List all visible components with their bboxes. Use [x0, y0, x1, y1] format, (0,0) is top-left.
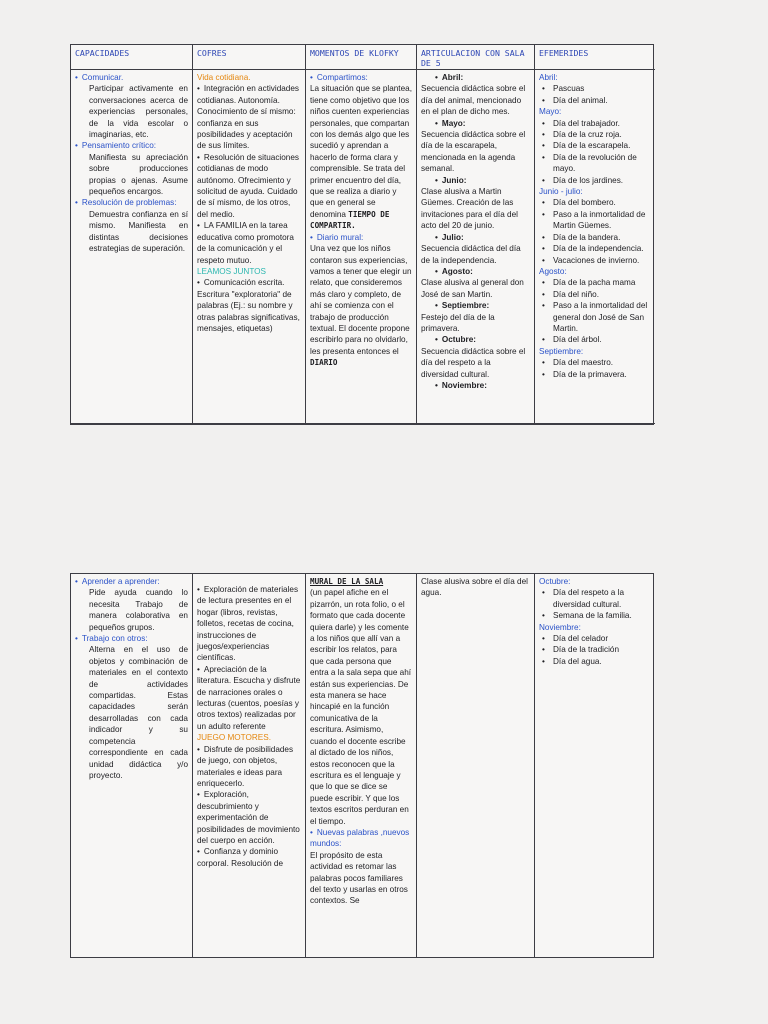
capacidad-item	[75, 576, 188, 633]
articulacion-month: • Junio:	[421, 175, 530, 186]
planning-table-top	[70, 44, 654, 425]
efemeride-item: • Día del maestro.	[539, 357, 651, 368]
efemeride-item: • Día de la cruz roja.	[539, 129, 651, 140]
momentos-heading: • Compartimos:	[310, 72, 412, 83]
efemeride-item: • Día del bombero.	[539, 197, 651, 208]
efemeride-item: • Día de los jardines.	[539, 175, 651, 186]
efemerides-cell	[535, 574, 655, 957]
articulacion-month: • Julio:	[421, 232, 530, 243]
cofres-item: • Disfrute de posibilidades de juego, con objetos, materiales e ideas para enriquecerlo.	[197, 744, 301, 790]
efemerides-month: Abril:	[539, 73, 558, 82]
spacer	[197, 576, 301, 584]
cofres-item: • Exploración de materiales de lectura presentes en el hogar (libros, revistas, folletos, recetas de cocina, instrucciones de juegos/experiencias científicas.	[197, 584, 301, 664]
efemeride-item: • Vacaciones de invierno.	[539, 255, 651, 266]
capacidad-title: • Aprender a aprender:	[75, 576, 188, 587]
efemeride-item: • Paso a la inmortalidad de Martin Güemes.	[539, 209, 651, 232]
capacidad-title: • Trabajo con otros:	[75, 633, 188, 644]
efemeride-item: • Paso a la inmortalidad del general don José de San Martin.	[539, 300, 651, 334]
momentos-cell	[306, 574, 417, 957]
momentos-text: (un papel afiche en el pizarrón, un rota folio, o el formato que cada docente quiera darle) y les comente a los niños que allí van a escribir los relatos, para que cada persona que entra a la sala sepa que ahí están sus experiencias. De esta manera se hace hincapié en la función comunicativa de la escritura. Asimismo, cuando el docente escribe al dictado de los niños, estos reconocen que la escritura es el lenguaje y que lo que se dice se puede escribir. Y que los textos escritos perduran en el tiempo.	[310, 588, 412, 826]
planning-table-bottom	[70, 573, 654, 958]
cofres-cell	[193, 70, 306, 424]
capacidad-title: • Pensamiento crítico:	[75, 140, 188, 151]
header-momentos: MOMENTOS DE KLOFKY	[306, 45, 417, 70]
cofres-item: • Integración en actividades cotidianas. Autonomía. Conocimiento de sí mismo: confianza en sus posibilidades y aceptación de sus límites.	[197, 83, 301, 151]
cofres-heading: LEAMOS JUNTOS	[197, 266, 267, 276]
capacidad-text: Pide ayuda cuando lo necesita Trabajo de manera colaborativa en pequeños grupos.	[89, 588, 188, 632]
momentos-heading: • Diario mural:	[310, 232, 412, 243]
capacidad-text: Manifiesta su apreciación sobre producciones propias o ajenas. Asume pequeños encargos.	[89, 152, 188, 197]
articulacion-text: Secuencia didáctica sobre el día del animal, mencionado en el plan de dicho mes.	[421, 84, 526, 117]
articulacion-text: Clase alusiva a Martin Güemes. Creación de las invitaciones para el día del acto del 20 de junio.	[421, 187, 518, 231]
cofres-heading: Vida cotidiana.	[197, 73, 251, 82]
cofres-item: • LA FAMILIA en la tarea educativa como promotora de la comunicación y el respeto mutuo.	[197, 220, 301, 266]
header-capacidades: CAPACIDADES	[71, 45, 193, 70]
efemerides-month: Septiembre:	[539, 346, 584, 356]
cofres-item: • Resolución de situaciones cotidianas de modo autónomo. Ofrecimiento y solicitud de ayuda. Cuidado de sí mismo, de los otros, del medio.	[197, 152, 301, 220]
capacidad-text: Participar activamente en conversaciones acerca de experiencias personales, de la vida escolar o imaginarias, etc.	[89, 84, 188, 140]
efemeride-item: • Día del respeto a la diversidad cultural.	[539, 587, 651, 610]
efemeride-item: • Día de la pacha mama	[539, 277, 651, 288]
momentos-text: La situación que se plantea, tiene como objetivo que los niños cuenten experiencias personales, que compartan con los demás algo que les sucedió y aprendan a hacerlo de forma clara y comprensible. Se trata del primer encuentro del día, que se realiza a diario y que en general se denomina	[310, 84, 412, 219]
momentos-emphasis: TIEMPO DE COMPARTIR.	[310, 209, 390, 231]
cofres-heading: JUEGO MOTORES.	[197, 733, 271, 743]
momentos-text: Una vez que los niños contaron sus experiencias, vamos a tener que elegir un relato, que consideremos más claro y completo, de ahí se comienza con el trabajo de producción textual. El docente propone escribirlo para no olvidarlo, les presenta entonces el	[310, 244, 412, 356]
efemeride-item: • Día de la primavera.	[539, 369, 651, 380]
efemeride-item: • Día de la revolución de mayo.	[539, 152, 651, 175]
articulacion-text: Clase alusiva sobre el día del agua.	[421, 577, 528, 598]
articulacion-text: Secuencia didáctica del día de la independencia.	[421, 244, 521, 265]
capacidad-text: Demuestra confianza en sí mismo. Manifiesta en distintas decisiones estrategias de superación.	[89, 209, 188, 254]
efemeride-item: • Día del árbol.	[539, 334, 651, 345]
capacidad-item	[75, 197, 188, 254]
momentos-heading: MURAL DE LA SALA	[310, 577, 384, 586]
capacidad-item	[75, 633, 188, 781]
articulacion-cell	[417, 70, 535, 424]
momentos-text: El propósito de esta actividad es retomar las palabras pocos familiares del texto y usarlas en otros contextos. Se	[310, 850, 408, 906]
articulacion-cell	[417, 574, 535, 957]
momentos-paragraph	[310, 83, 412, 231]
articulacion-month: • Octubre:	[421, 334, 530, 345]
articulacion-month: • Noviembre:	[421, 380, 530, 391]
efemeride-item: • Día de la escarapela.	[539, 140, 651, 151]
efemeride-item: • Pascuas	[539, 83, 651, 94]
efemerides-month: Mayo:	[539, 107, 562, 117]
efemeride-item: • Día de la tradición	[539, 644, 651, 655]
capacidad-title: • Comunicar.	[75, 72, 188, 83]
articulacion-text: Secuencia didáctica sobre el día de la escarapela, mencionada en la agenda semanal.	[421, 130, 526, 174]
articulacion-month: • Agosto:	[421, 266, 530, 277]
articulacion-month: • Mayo:	[421, 118, 530, 129]
efemeride-item: • Día del animal.	[539, 95, 651, 106]
efemerides-month: Junio - julio:	[539, 187, 583, 197]
efemerides-month: Octubre:	[539, 577, 571, 586]
capacidad-text: Alterna en el uso de objetos y combinación de materiales en el contexto de actividades compartidas. Estas capacidades serán desarrolladas con cada indicador y su competencia correspondiente en cada unidad didáctica y/o proyecto.	[89, 645, 188, 780]
header-efemerides: EFEMERIDES	[535, 45, 655, 70]
efemeride-item: • Día de la independencia.	[539, 243, 651, 254]
momentos-emphasis: DIARIO	[310, 358, 338, 368]
articulacion-text: Clase alusiva al general don José de san Martin.	[421, 278, 524, 299]
efemeride-item: • Día del niño.	[539, 289, 651, 300]
articulacion-month: • Septiembre:	[421, 300, 530, 311]
articulacion-month: • Abril:	[421, 72, 530, 83]
cofres-cell	[193, 574, 306, 957]
capacidades-cell	[71, 574, 193, 957]
efemeride-item: • Día de la bandera.	[539, 232, 651, 243]
cofres-item: • Apreciación de la literatura. Escucha y disfrute de narraciones orales o lecturas (cuentos, poesías y otros textos) realizadas por un adulto referente	[197, 664, 301, 732]
articulacion-text: Festejo del día de la primavera.	[421, 312, 495, 333]
header-cofres: COFRES	[193, 45, 306, 70]
header-articulacion: ARTICULACION CON SALA DE 5	[417, 45, 535, 70]
articulacion-text: Secuencia didáctica sobre el día del respeto a la diversidad cultural.	[421, 346, 526, 379]
efemeride-item: • Día del trabajador.	[539, 118, 651, 129]
efemerides-cell	[535, 70, 655, 424]
capacidad-item	[75, 140, 188, 197]
efemerides-month: Noviembre:	[539, 622, 581, 632]
efemeride-item: • Día del agua.	[539, 656, 651, 667]
momentos-heading: • Nuevas palabras ,nuevos mundos:	[310, 827, 412, 850]
capacidad-item	[75, 72, 188, 140]
efemeride-item: • Semana de la familia.	[539, 610, 651, 621]
capacidades-cell	[71, 70, 193, 424]
cofres-item: • Comunicación escrita. Escritura "exploratoria" de palabras (Ej.: su nombre y otras palabras significativas, mensajes, etiquetas)	[197, 277, 301, 334]
capacidad-title: • Resolución de problemas:	[75, 197, 188, 208]
cofres-item: • Confianza y dominio corporal. Resolución de	[197, 846, 301, 869]
cofres-item: • Exploración, descubrimiento y experimentación de posibilidades de movimiento del cuerpo en acción.	[197, 789, 301, 846]
momentos-cell	[306, 70, 417, 424]
efemerides-month: Agosto:	[539, 266, 567, 276]
momentos-paragraph	[310, 243, 412, 368]
efemeride-item: • Día del celador	[539, 633, 651, 644]
